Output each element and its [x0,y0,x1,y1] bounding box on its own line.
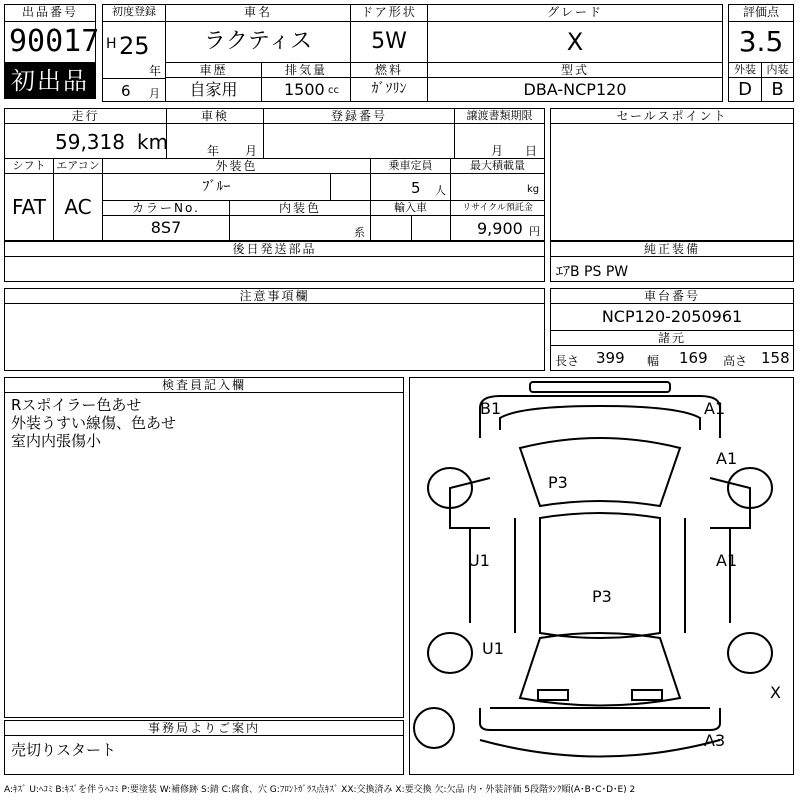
first-reg-month-box [102,78,166,102]
mark-p3-roof: P3 [592,587,612,606]
max-load-unit: kg [527,184,540,195]
car-diagram-svg [410,378,793,774]
inspection-month-unit: 月 [245,144,258,158]
inspection-year-unit: 年 [207,144,220,158]
capacity-unit: 人 [435,184,446,197]
aircon-box [53,173,103,241]
int-score-label: 内装 [761,62,794,78]
score-label: 評価点 [728,4,794,22]
first-reg-label: 初度登録 [102,4,166,22]
sales-points-box [550,123,794,241]
history-label: 車歴 [165,62,262,78]
displacement-label: 排気量 [261,62,351,78]
equipment-box [550,256,794,282]
ext-color-extra-box [330,173,371,201]
recycle-value: 9,900 [477,219,523,238]
ext-color-label: 外装色 [102,158,371,174]
mileage-unit: km [137,130,169,154]
door-box [350,21,428,63]
car-name-box [165,21,351,63]
lot-number: 90017 [9,24,100,59]
int-color-label: 内装色 [229,200,371,216]
color-no-value: 8S7 [150,218,182,237]
notes-box [4,303,545,371]
capacity-value: 5 [411,179,421,197]
reg-year: 25 [119,32,150,60]
mileage-label: 走行 [4,108,167,124]
displacement-unit: cc [328,85,339,96]
office-value: 売切りスタート [11,741,117,759]
ext-score-box [728,77,762,102]
specs-box [550,345,794,371]
chassis-value: NCP120-2050961 [601,307,743,326]
color-no-label: カラーNo. [102,200,230,216]
lot-number-label: 出品番号 [4,4,96,22]
displacement-box [261,77,351,102]
specs-label: 諸元 [550,330,794,346]
mark-a1-front: A1 [704,399,726,418]
mark-b1-front: B1 [480,399,502,418]
capacity-label: 乗車定員 [370,158,451,174]
import-box-b [411,215,451,241]
shift-value: FAT [11,195,46,219]
import-label: 輸入車 [370,200,451,216]
int-color-unit: 系 [354,226,365,239]
aircon-label: エアコン [53,158,103,174]
transfer-day-unit: 日 [525,144,538,158]
inspector-box [4,392,404,718]
int-score-box [761,77,794,102]
mark-x-right-rear: X [770,683,781,702]
inspector-line: 室内内張傷小 [11,432,102,450]
notes-label: 注意事項欄 [4,288,545,304]
inspection-label: 車検 [166,108,264,124]
height-value: 158 [761,349,790,367]
max-load-label: 最大積載量 [450,158,545,174]
ext-score: D [738,79,752,100]
mileage-value: 59,318 [55,130,125,154]
fuel-value: ｶﾞｿﾘﾝ [371,81,407,97]
reg-year-unit: 年 [149,64,162,78]
mark-u1-left-rear: U1 [482,639,504,658]
era: H [106,36,117,52]
recycle-box [450,215,545,241]
history-value: 自家用 [189,80,238,99]
inspection-box [166,123,264,159]
length-label: 長さ [555,354,580,368]
fuel-box [350,77,428,102]
model-box [427,77,723,102]
ext-color-box [102,173,331,201]
sales-points-label: セールスポイント [550,108,794,124]
later-parts-label: 後日発送部品 [4,241,545,257]
car-name: ラクティス [203,29,313,54]
first-listing-badge: 初出品 [4,63,96,99]
shift-box [4,173,54,241]
first-reg-box [102,21,166,79]
mark-u1-left-door: U1 [468,551,490,570]
office-label: 事務局よりご案内 [4,720,404,736]
door-label: ドア形状 [350,4,428,22]
car-diagram [409,377,794,775]
grade-label: グレード [427,4,723,22]
transfer-month-unit: 月 [491,144,504,158]
recycle-unit: 円 [529,225,540,238]
inspector-line: Rスポイラー色あせ [11,396,142,414]
later-parts-box [4,256,545,282]
color-no-box [102,215,230,241]
mark-a3-rear: A3 [704,731,726,750]
chassis-box [550,303,794,331]
fuel-label: 燃料 [350,62,428,78]
history-box [165,77,262,102]
ext-score-label: 外装 [728,62,762,78]
displacement-value: 1500 [284,80,325,99]
damage-legend: A:ｷｽﾞ U:ﾍｺﾐ B:ｷｽﾞを伴うﾍｺﾐ P:要塗装 W:補修跡 S:錆 C:腐食、穴 G:ﾌﾛﾝﾄｶﾞﾗｽ点ｷｽﾞ XX:交換済み X:要交換 欠:欠品 内・外装評価 5段階ﾗﾝｸ順(A･B･C･D･E) 2 [4,785,636,795]
office-box [4,735,404,775]
lot-number-box [4,21,100,63]
model-label: 型式 [427,62,723,78]
mark-a1-right-door: A1 [716,551,738,570]
model-value: DBA-NCP120 [523,80,627,99]
max-load-box [450,173,545,201]
inspector-label: 検査員記入欄 [4,377,404,393]
width-label: 幅 [647,354,660,368]
import-box-a [370,215,412,241]
reg-no-box [263,123,455,159]
shift-label: シフト [4,158,54,174]
mileage-box [4,123,167,159]
equipment-value: ｴｱB PS PW [556,264,629,280]
grade-box [427,21,723,63]
aircon-value: AC [64,195,92,219]
equipment-label: 純正装備 [550,241,794,257]
width-value: 169 [679,349,708,367]
height-label: 高さ [723,354,748,368]
reg-no-label: 登録番号 [263,108,455,124]
grade-value: X [566,28,584,56]
score-box [728,21,794,63]
int-score: B [771,79,784,100]
score-value: 3.5 [738,25,784,58]
reg-month-unit: 月 [149,87,160,100]
mark-p3-hood: P3 [548,473,568,492]
transfer-label: 譲渡書類期限 [454,108,545,124]
recycle-label: リサイクル預託金 [450,200,545,216]
door-value: 5W [371,29,407,54]
chassis-label: 車台番号 [550,288,794,304]
length-value: 399 [596,349,625,367]
mark-a1-right-front: A1 [716,449,738,468]
inspector-line: 外装うすい線傷、色あせ [11,414,177,432]
ext-color-value: ﾌﾞﾙｰ [202,179,231,195]
car-name-label: 車名 [165,4,351,22]
int-color-box [229,215,371,241]
capacity-box [370,173,451,201]
reg-month: 6 [121,82,131,100]
transfer-box [454,123,545,159]
